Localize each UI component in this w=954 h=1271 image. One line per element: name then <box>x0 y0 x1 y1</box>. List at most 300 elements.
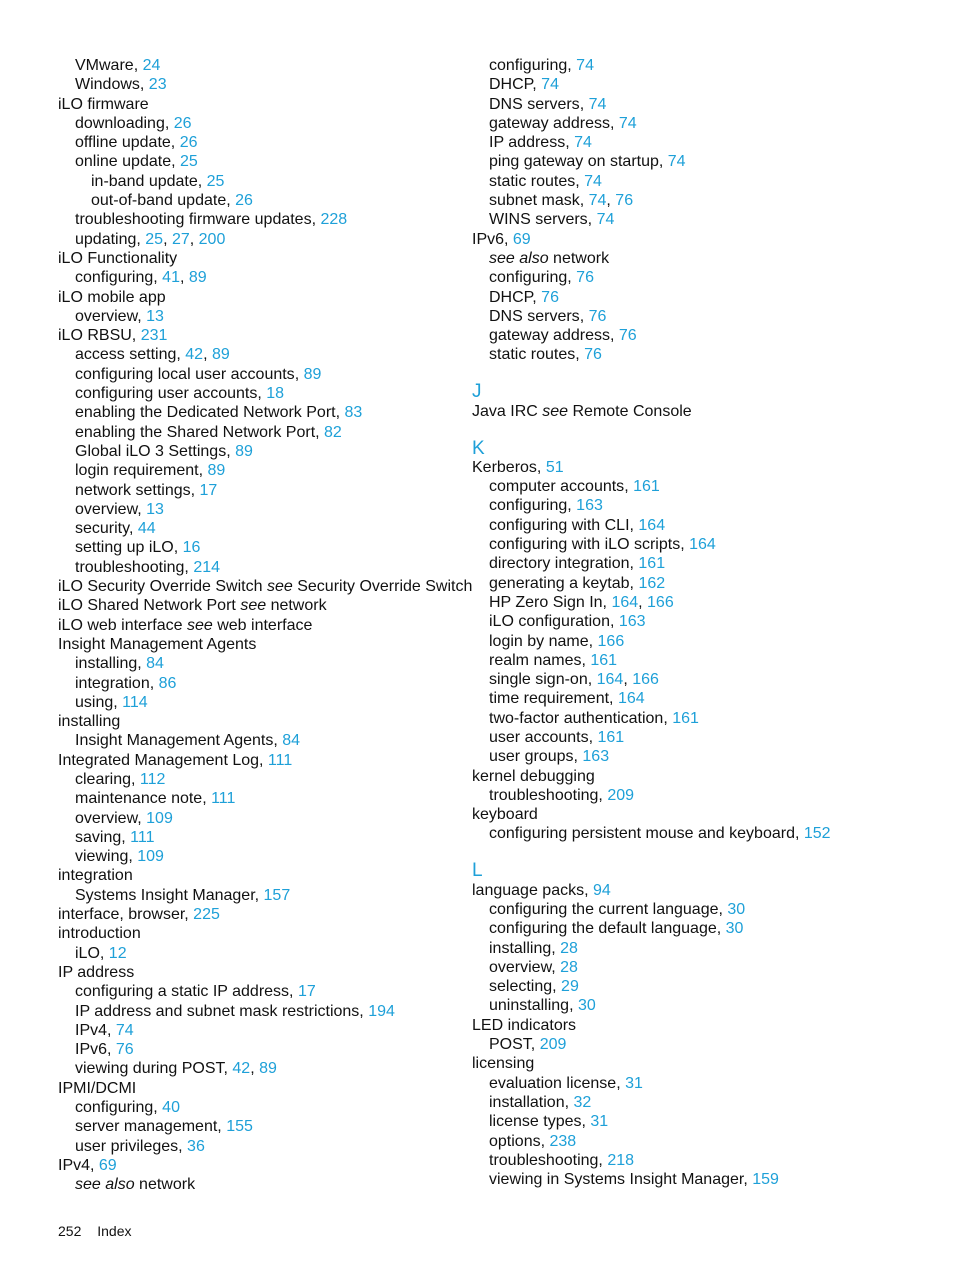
page-link[interactable]: 200 <box>198 230 226 248</box>
index-entry: two-factor authentication, 161 <box>489 709 699 727</box>
index-term: evaluation license <box>489 1074 617 1092</box>
index-term: IPMI/DCMI <box>58 1079 137 1097</box>
index-term: iLO configuration <box>489 613 610 631</box>
index-entry: clearing, 112 <box>75 770 166 788</box>
page-link[interactable]: 28 <box>560 958 578 976</box>
page-link[interactable]: 164 <box>617 690 645 708</box>
index-entry: selecting, 29 <box>489 978 579 996</box>
index-entry: configuring local user accounts, 89 <box>75 365 322 383</box>
index-term: configuring with iLO scripts <box>489 536 681 554</box>
index-entry: static routes, 76 <box>489 346 602 364</box>
index-term: POST <box>489 1036 531 1054</box>
page-link[interactable]: 114 <box>122 693 148 711</box>
index-entry: license types, 31 <box>489 1113 609 1131</box>
index-term: using <box>75 693 114 711</box>
index-term: viewing during POST <box>75 1060 224 1078</box>
index-entry: interface, browser, 225 <box>58 906 220 924</box>
index-entry: ping gateway on startup, 74 <box>489 153 686 171</box>
page-link[interactable]: 25 <box>206 172 225 190</box>
index-term: computer accounts <box>489 478 625 496</box>
page-link[interactable]: 13 <box>146 307 164 325</box>
index-term: LED indicators <box>472 1016 577 1034</box>
index-entry: directory integration, 161 <box>489 555 666 573</box>
page-link[interactable]: 42 <box>185 346 204 364</box>
index-entry: configuring the current language, 30 <box>489 900 746 918</box>
index-term: IPv4 <box>75 1021 108 1039</box>
index-entry: VMware, 24 <box>75 57 161 74</box>
page-link[interactable]: 31 <box>625 1074 643 1092</box>
page-link[interactable]: 161 <box>597 728 625 746</box>
index-term: overview <box>75 809 138 827</box>
page-link[interactable]: 111 <box>211 790 236 808</box>
page-link[interactable]: 164 <box>689 536 716 554</box>
page-link[interactable]: 166 <box>597 632 625 650</box>
index-term: directory integration <box>489 555 630 573</box>
index-column-right <box>472 56 942 1189</box>
page-link[interactable]: 111 <box>130 828 155 846</box>
index-term: configuring <box>489 269 568 287</box>
index-entry: network settings, 17 <box>75 481 218 499</box>
page-link[interactable]: 152 <box>803 825 831 843</box>
page-link[interactable]: 76 <box>576 269 594 287</box>
index-entry <box>472 249 942 268</box>
page-link[interactable]: 28 <box>560 939 578 957</box>
index-term: installation <box>489 1093 565 1111</box>
page-link[interactable]: 89 <box>211 346 230 364</box>
index-term: in-band update <box>91 172 198 190</box>
page-link[interactable]: 74 <box>541 76 559 94</box>
index-entry: out-of-band update, 26 <box>91 192 253 210</box>
page-link[interactable]: 76 <box>615 192 634 210</box>
index-term: IPv6 <box>75 1041 108 1059</box>
index-entry: configuring user accounts, 18 <box>75 385 285 403</box>
index-entry: enabling the Shared Network Port, 82 <box>75 423 342 441</box>
index-entry <box>58 596 468 615</box>
page-link[interactable]: 89 <box>235 442 253 460</box>
index-term: integration <box>58 867 133 885</box>
page-link[interactable]: 89 <box>188 269 207 287</box>
page-link[interactable]: 163 <box>582 748 610 766</box>
index-entry: configuring, 41, 89 <box>75 269 207 287</box>
page-link[interactable]: 36 <box>187 1137 205 1155</box>
page-link[interactable]: 74 <box>584 172 602 190</box>
page-link[interactable]: 74 <box>667 153 686 171</box>
index-term: IP address <box>489 134 566 152</box>
index-term: user groups <box>489 748 574 766</box>
index-see-reference: see also <box>489 249 549 267</box>
page-link[interactable]: 13 <box>146 500 164 518</box>
index-entry: configuring, 74 <box>489 57 594 74</box>
index-entry: login by name, 166 <box>489 632 625 650</box>
index-term: configuring <box>75 1099 154 1117</box>
index-entry <box>472 1054 942 1073</box>
index-entry: user accounts, 161 <box>489 728 625 746</box>
index-term: Java IRC <box>472 402 538 420</box>
page-link[interactable]: 164 <box>596 671 624 689</box>
index-term: downloading <box>75 114 165 132</box>
page-link[interactable]: 18 <box>266 385 285 403</box>
index-entry: viewing during POST, 42, 89 <box>75 1060 277 1078</box>
page-link[interactable]: 163 <box>576 497 603 515</box>
index-entry: realm names, 161 <box>489 651 618 669</box>
index-see-reference: see <box>186 616 213 634</box>
page-link[interactable]: 225 <box>193 906 220 924</box>
index-term: VMware <box>75 57 134 74</box>
index-term: server management <box>75 1118 218 1136</box>
index-term: network settings <box>75 481 191 499</box>
index-entry: troubleshooting firmware updates, 228 <box>75 211 348 229</box>
page-link[interactable]: 164 <box>638 516 666 534</box>
page-link[interactable]: 109 <box>146 809 173 827</box>
index-term: configuring persistent mouse and keyboard <box>489 825 795 843</box>
page-link[interactable]: 166 <box>647 593 674 611</box>
index-entry: viewing in Systems Insight Manager, 159 <box>489 1171 779 1189</box>
index-entry: online update, 25 <box>75 153 198 171</box>
index-entry: IP address, 74 <box>489 134 592 152</box>
page-link[interactable]: 89 <box>303 365 322 383</box>
index-entry: language packs, 94 <box>472 881 611 899</box>
index-term: iLO web interface <box>58 616 183 634</box>
page-link[interactable]: 155 <box>226 1118 253 1136</box>
page-link[interactable]: 82 <box>324 423 342 441</box>
page-link[interactable]: 209 <box>607 786 635 804</box>
page-link[interactable]: 76 <box>588 307 607 325</box>
index-entry <box>58 712 468 731</box>
index-term: installing <box>58 713 121 731</box>
index-term: introduction <box>58 925 141 943</box>
index-entry: maintenance note, 111 <box>75 790 236 808</box>
page-link[interactable]: 30 <box>727 900 746 918</box>
page-link[interactable]: 44 <box>137 520 156 538</box>
index-entry: gateway address, 76 <box>489 327 637 345</box>
index-term: updating <box>75 230 137 248</box>
index-entry: DNS servers, 76 <box>489 307 607 325</box>
page-link[interactable]: 84 <box>146 655 164 673</box>
index-entry: IPv6, 76 <box>75 1041 134 1059</box>
index-see-target: network <box>139 1176 196 1194</box>
page-link[interactable]: 83 <box>344 404 363 422</box>
index-entry: configuring persistent mouse and keyboard, 152 <box>489 825 831 843</box>
index-term: iLO Shared Network Port <box>58 597 236 615</box>
index-term: DNS servers <box>489 95 580 113</box>
page-link[interactable]: 76 <box>618 327 637 345</box>
index-term: IPv6 <box>472 230 505 248</box>
index-entry: installing, 28 <box>489 939 578 957</box>
index-entry: IPv4, 69 <box>58 1156 117 1174</box>
page-link[interactable]: 228 <box>320 211 348 229</box>
page-link[interactable]: 76 <box>584 346 602 364</box>
index-term: Windows <box>75 76 140 94</box>
index-entry: WINS servers, 74 <box>489 211 615 229</box>
page-link[interactable]: 76 <box>541 288 559 306</box>
page-link[interactable]: 42 <box>232 1060 251 1078</box>
index-term: configuring the current language <box>489 900 719 918</box>
index-term: uninstalling <box>489 997 570 1015</box>
index-entry: DNS servers, 74 <box>489 95 607 113</box>
index-entry: configuring with CLI, 164 <box>489 516 666 534</box>
index-entry: DHCP, 74 <box>489 76 559 94</box>
index-entry: static routes, 74 <box>489 172 602 190</box>
index-term: viewing in Systems Insight Manager <box>489 1171 744 1189</box>
index-term: WINS servers <box>489 211 588 229</box>
index-term: troubleshooting firmware updates <box>75 211 312 229</box>
index-entry: overview, 13 <box>75 500 164 518</box>
index-term: IP address and subnet mask restrictions <box>75 1002 360 1020</box>
index-entry <box>58 577 473 596</box>
index-term: configuring user accounts <box>75 385 258 403</box>
index-term: iLO Security Override Switch <box>58 578 263 596</box>
index-term: static routes <box>489 172 576 190</box>
index-entry: POST, 209 <box>489 1036 567 1054</box>
index-entry: enabling the Dedicated Network Port, 83 <box>75 404 363 422</box>
index-term: Kerberos <box>472 458 537 476</box>
index-term: licensing <box>472 1055 535 1073</box>
index-term: access setting <box>75 346 177 364</box>
index-entry <box>58 249 468 268</box>
index-entry: in-band update, 25 <box>91 172 225 190</box>
index-entry: troubleshooting, 209 <box>489 786 635 804</box>
index-entry: troubleshooting, 218 <box>489 1151 635 1169</box>
page-link[interactable]: 214 <box>193 558 221 576</box>
page-link[interactable]: 26 <box>235 192 253 210</box>
page-link[interactable]: 157 <box>263 886 291 904</box>
index-entry: using, 114 <box>75 693 148 711</box>
index-entry <box>472 805 942 824</box>
page-link[interactable]: 69 <box>98 1156 117 1174</box>
page-link[interactable]: 17 <box>199 481 218 499</box>
index-term: DHCP <box>489 76 533 94</box>
index-entry: gateway address, 74 <box>489 114 637 132</box>
index-term: configuring <box>489 57 568 74</box>
index-term: troubleshooting <box>489 786 599 804</box>
page-link[interactable]: 89 <box>259 1060 277 1078</box>
index-term: ping gateway on startup <box>489 153 659 171</box>
index-entry <box>58 866 468 885</box>
index-term: out-of-band update <box>91 192 227 210</box>
index-entry: iLO configuration, 163 <box>489 613 646 631</box>
page-link[interactable]: 84 <box>282 732 301 750</box>
index-entry: uninstalling, 30 <box>489 997 596 1015</box>
page-link[interactable]: 161 <box>633 478 660 496</box>
index-entry <box>472 1016 942 1035</box>
page-link[interactable]: 26 <box>173 114 192 132</box>
index-entry <box>58 1079 468 1098</box>
index-term: language packs <box>472 881 585 899</box>
index-entry <box>58 1175 468 1194</box>
index-term: login requirement <box>75 462 199 480</box>
index-entry: HP Zero Sign In, 164, 166 <box>489 593 674 611</box>
page-link[interactable]: 94 <box>592 881 611 899</box>
index-see-target: Remote Console <box>572 402 692 420</box>
page-link[interactable]: 31 <box>590 1113 609 1131</box>
page-link[interactable]: 51 <box>545 458 564 476</box>
index-entry: user privileges, 36 <box>75 1137 205 1155</box>
index-term: static routes <box>489 346 576 364</box>
page-link[interactable]: 86 <box>158 674 177 692</box>
index-term: overview <box>489 958 552 976</box>
page-link[interactable]: 25 <box>145 230 164 248</box>
index-term: iLO RBSU <box>58 327 132 345</box>
page-link[interactable]: 162 <box>638 574 666 592</box>
page-link[interactable]: 30 <box>577 997 596 1015</box>
page-link[interactable]: 41 <box>162 269 180 287</box>
index-entry <box>58 963 468 982</box>
index-term: troubleshooting <box>75 558 185 576</box>
index-entry: server management, 155 <box>75 1118 253 1136</box>
page-footer <box>58 1223 144 1239</box>
page-link[interactable]: 161 <box>590 651 618 669</box>
index-term: saving <box>75 828 122 846</box>
index-term: user accounts <box>489 728 589 746</box>
index-entry: setting up iLO, 16 <box>75 539 201 557</box>
page-link[interactable]: 159 <box>752 1171 779 1189</box>
index-term: user privileges <box>75 1137 179 1155</box>
page-link[interactable]: 194 <box>368 1002 395 1020</box>
index-see-target: network <box>553 249 610 267</box>
page-link[interactable]: 25 <box>179 153 198 171</box>
index-entry: Systems Insight Manager, 157 <box>75 886 291 904</box>
footer-page-number: 252 <box>58 1223 82 1239</box>
page-link[interactable]: 74 <box>576 57 594 74</box>
page-link[interactable]: 23 <box>148 76 167 94</box>
index-term: online update <box>75 153 172 171</box>
index-term: troubleshooting <box>489 1151 599 1169</box>
index-term: options <box>489 1132 541 1150</box>
page-link[interactable]: 69 <box>512 230 531 248</box>
index-entry: Windows, 23 <box>75 76 167 94</box>
index-see-reference: see <box>542 402 569 420</box>
index-term: maintenance note <box>75 790 203 808</box>
page-link[interactable]: 218 <box>607 1151 635 1169</box>
index-entry: time requirement, 164 <box>489 690 645 708</box>
page-link[interactable]: 161 <box>638 555 666 573</box>
page-link[interactable]: 30 <box>725 920 744 938</box>
index-term: overview <box>75 500 138 518</box>
page-link[interactable]: 29 <box>561 978 579 996</box>
index-entry: options, 238 <box>489 1132 577 1150</box>
index-entry <box>58 288 468 307</box>
index-entry: installation, 32 <box>489 1093 592 1111</box>
index-term: kernel debugging <box>472 767 595 785</box>
page-link[interactable]: 76 <box>115 1041 134 1059</box>
index-term: enabling the Dedicated Network Port <box>75 404 336 422</box>
index-see-reference: see <box>266 578 293 596</box>
index-entry <box>472 767 942 786</box>
index-term: Global iLO 3 Settings <box>75 442 227 460</box>
page-link[interactable]: 111 <box>267 751 293 769</box>
index-term: integration <box>75 674 150 692</box>
page-link[interactable]: 24 <box>142 57 161 74</box>
index-term: Insight Management Agents <box>75 732 274 750</box>
page-link[interactable]: 17 <box>297 983 316 1001</box>
page-link[interactable]: 164 <box>611 593 639 611</box>
index-term: configuring the default language <box>489 920 717 938</box>
page-link[interactable]: 231 <box>140 327 168 345</box>
index-entry <box>58 924 468 943</box>
index-entry <box>58 95 468 114</box>
page-link[interactable]: 74 <box>618 114 637 132</box>
index-entry: configuring a static IP address, 17 <box>75 983 316 1001</box>
page-link[interactable]: 112 <box>139 770 166 788</box>
index-entry: updating, 25, 27, 200 <box>75 230 226 248</box>
page-link[interactable]: 238 <box>549 1132 577 1150</box>
index-term: setting up iLO <box>75 539 174 557</box>
page-link[interactable]: 166 <box>632 671 659 689</box>
index-term: license types <box>489 1113 582 1131</box>
page-link[interactable]: 163 <box>618 613 646 631</box>
index-term: IPv4 <box>58 1156 91 1174</box>
index-entry: configuring the default language, 30 <box>489 920 744 938</box>
index-entry <box>472 402 942 421</box>
page-link[interactable]: 74 <box>574 134 592 152</box>
index-entry: access setting, 42, 89 <box>75 346 230 364</box>
page-link[interactable]: 27 <box>171 230 190 248</box>
index-term: gateway address <box>489 114 610 132</box>
index-entry: installing, 84 <box>75 655 164 673</box>
index-entry: Global iLO 3 Settings, 89 <box>75 442 253 460</box>
page-link[interactable]: 161 <box>672 709 699 727</box>
index-term: Systems Insight Manager <box>75 886 255 904</box>
index-term: keyboard <box>472 806 538 824</box>
page-link[interactable]: 74 <box>115 1021 134 1039</box>
page-link[interactable]: 74 <box>596 211 615 229</box>
index-term: Insight Management Agents <box>58 635 257 653</box>
index-entry: configuring, 76 <box>489 269 594 287</box>
index-column-left <box>58 56 473 1195</box>
index-entry: computer accounts, 161 <box>489 478 660 496</box>
page-link[interactable]: 209 <box>539 1036 567 1054</box>
page-link[interactable]: 12 <box>108 944 127 962</box>
index-entry: subnet mask, 74, 76 <box>489 192 634 210</box>
index-term: generating a keytab <box>489 574 630 592</box>
index-entry: troubleshooting, 214 <box>75 558 221 576</box>
index-see-reference: see <box>240 597 267 615</box>
index-entry <box>58 635 468 654</box>
index-entry: overview, 109 <box>75 809 173 827</box>
index-term: configuring with CLI <box>489 516 630 534</box>
index-entry: offline update, 26 <box>75 134 198 152</box>
index-term: viewing <box>75 848 129 866</box>
page-link[interactable]: 89 <box>207 462 226 480</box>
index-term: enabling the Shared Network Port <box>75 423 316 441</box>
page-link[interactable]: 26 <box>179 134 198 152</box>
index-entry: Kerberos, 51 <box>472 458 564 476</box>
index-term: DHCP <box>489 288 533 306</box>
index-see-reference: see also <box>75 1176 135 1194</box>
index-term: installing <box>75 655 138 673</box>
index-term: iLO mobile app <box>58 288 166 306</box>
index-term: time requirement <box>489 690 610 708</box>
page-link[interactable]: 40 <box>162 1099 180 1117</box>
index-term: HP Zero Sign In <box>489 593 603 611</box>
index-term: login by name <box>489 632 589 650</box>
index-entry: IPv6, 69 <box>472 230 531 248</box>
index-term: single sign-on <box>489 671 588 689</box>
page-link[interactable]: 32 <box>573 1093 592 1111</box>
index-entry: security, 44 <box>75 520 156 538</box>
index-term: interface, browser <box>58 906 185 924</box>
page-link[interactable]: 74 <box>588 95 607 113</box>
index-term: configuring <box>75 269 154 287</box>
index-term: two-factor authentication <box>489 709 664 727</box>
index-entry: configuring, 40 <box>75 1099 180 1117</box>
page-link[interactable]: 16 <box>182 539 201 557</box>
page-link[interactable]: 109 <box>137 848 164 866</box>
index-term: offline update <box>75 134 171 152</box>
page-link[interactable]: 74 <box>588 192 607 210</box>
index-entry: IPv4, 74 <box>75 1021 134 1039</box>
index-term: security <box>75 520 129 538</box>
